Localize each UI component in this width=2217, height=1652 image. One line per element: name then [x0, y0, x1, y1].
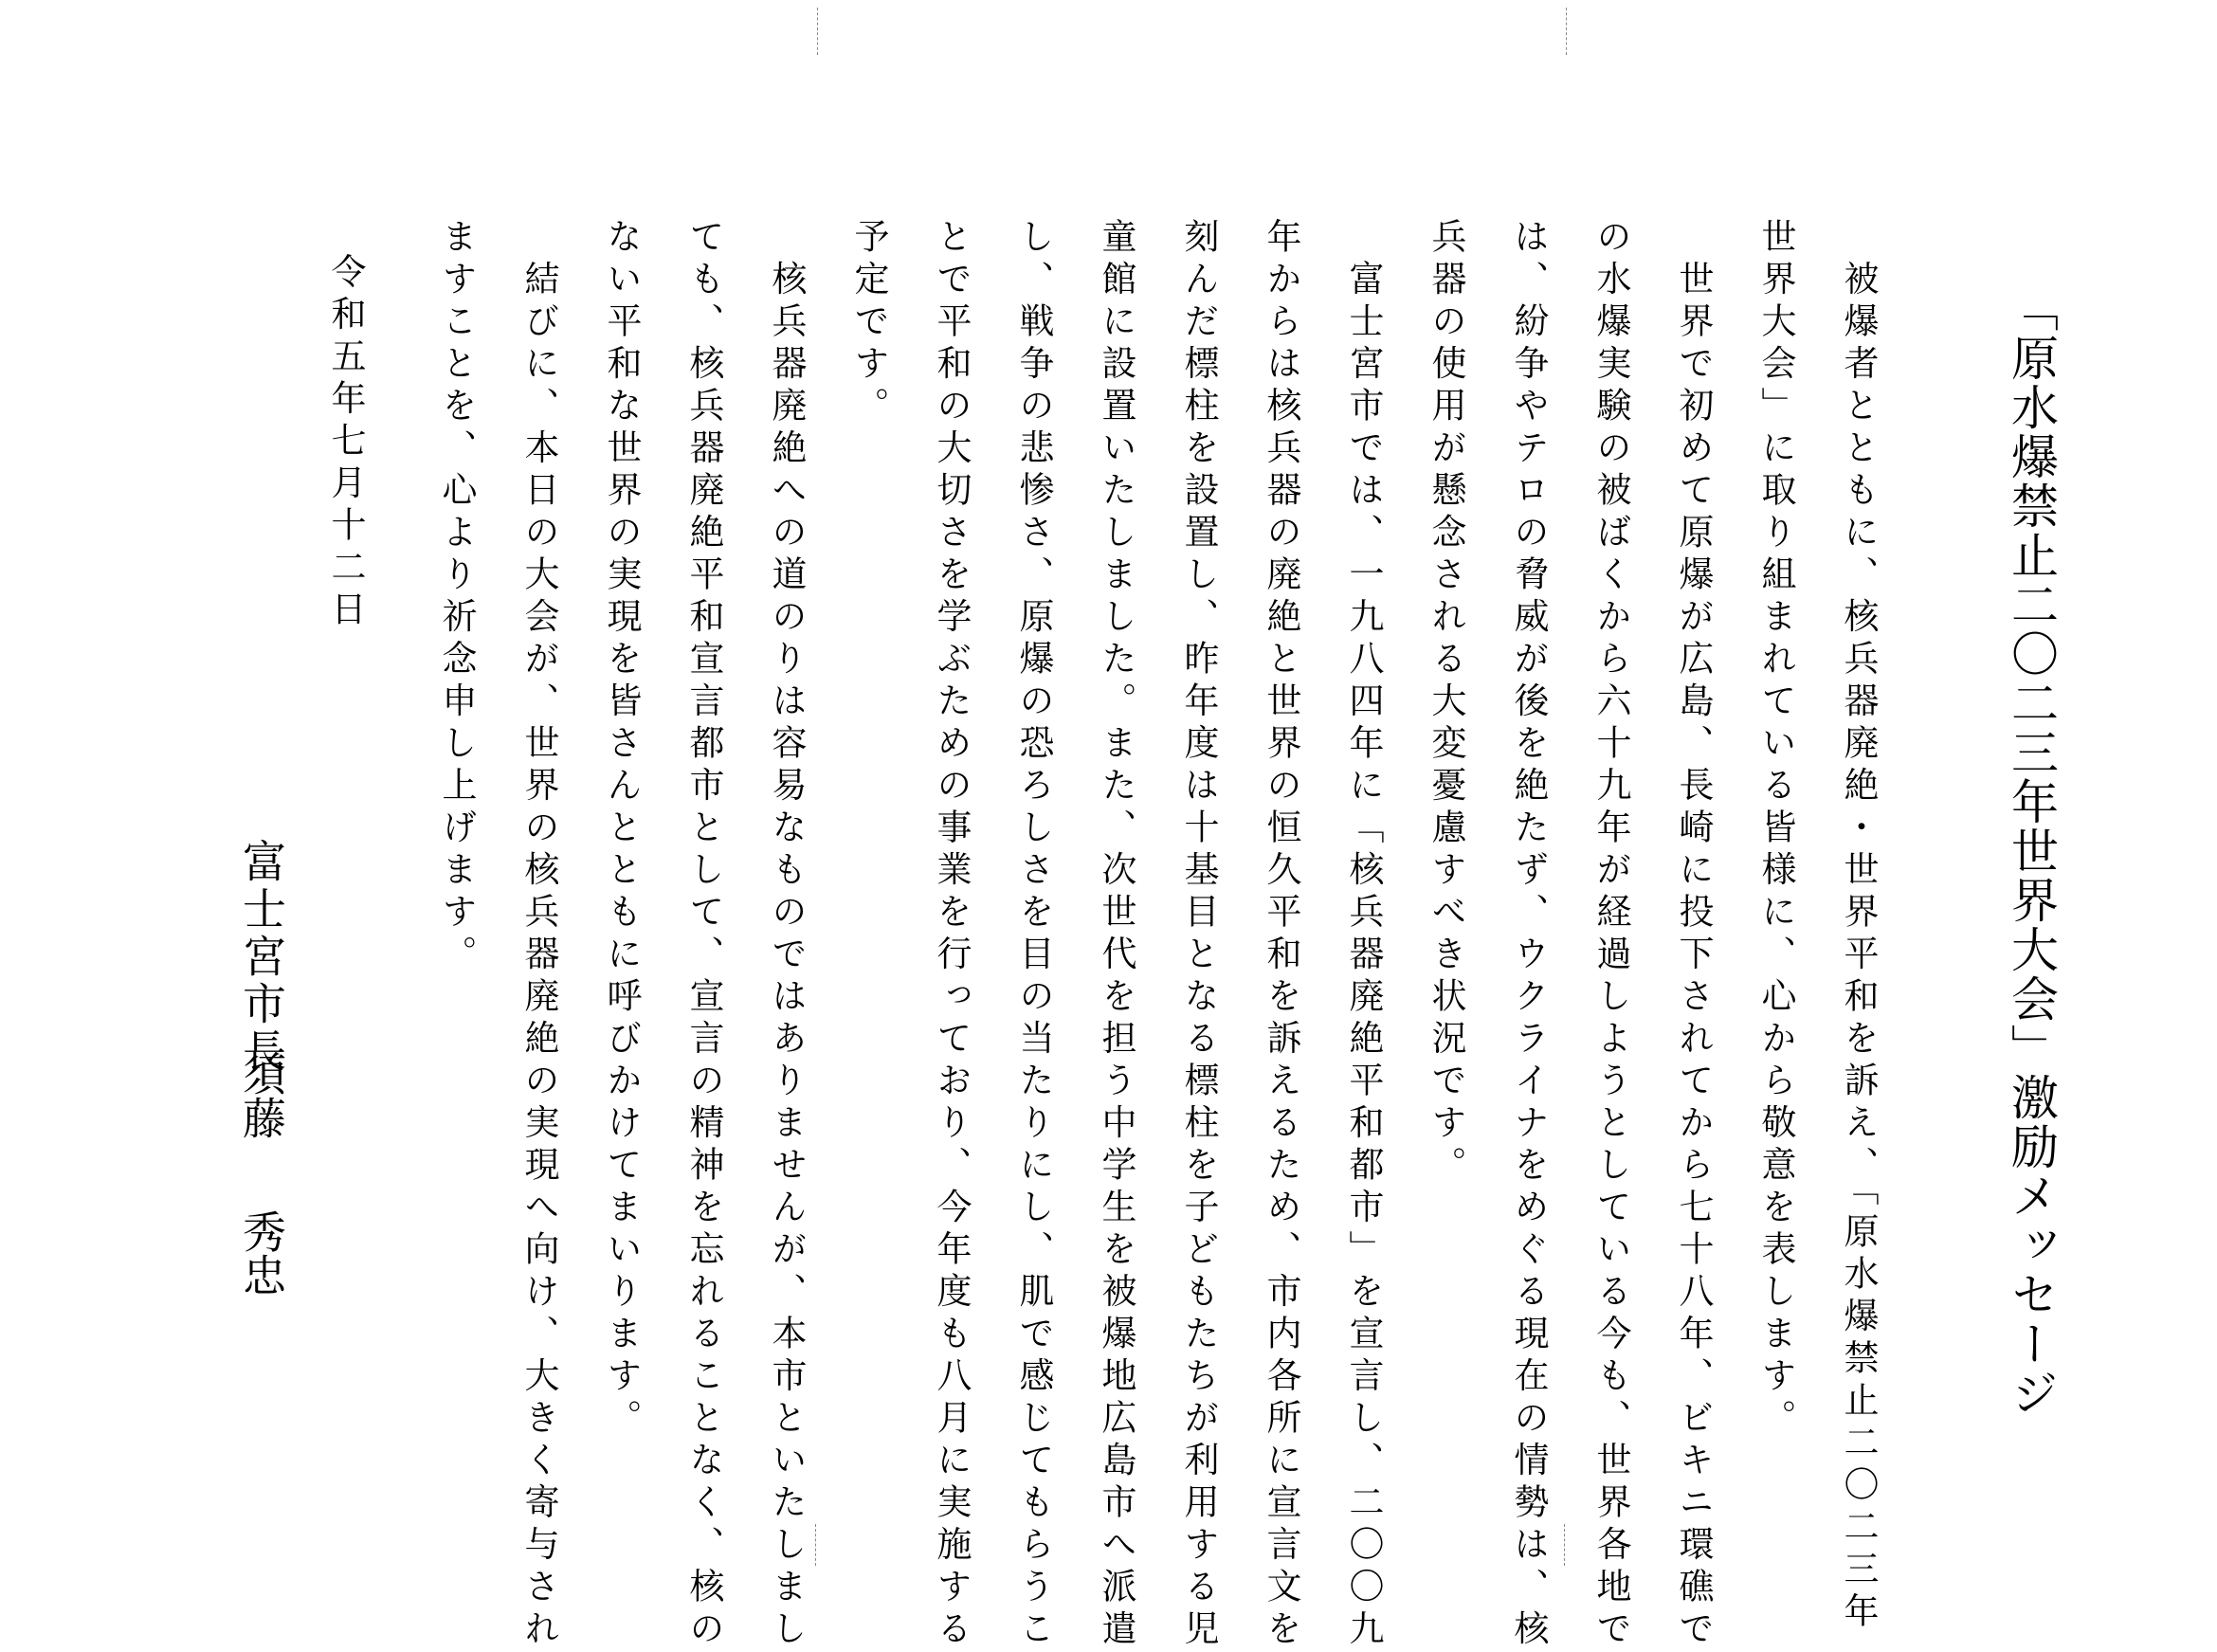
letter-title: 「原水爆禁止二〇二三年世界大会」激励メッセージ [2004, 284, 2059, 1418]
body-line: 童館に設置いたしました。また、次世代を担う中学生を被爆地広島市へ派遣 [1096, 218, 1136, 1652]
body-line: 結びに、本日の大会が、世界の核兵器廃絶の実現へ向け、大きく寄与され [518, 218, 559, 1652]
body-line: 予定です。 [848, 218, 889, 429]
body-line: 兵器の使用が懸念される大変憂慮すべき状況です。 [1426, 218, 1466, 1189]
body-line: し、戦争の悲惨さ、原爆の恐ろしさを目の当たりにし、肌で感じてもらうこ [1013, 218, 1054, 1652]
signature-surname: 須藤 [236, 1052, 287, 1139]
body-line: の水爆実験の被ばくから六十九年が経過しようとしている今も、世界各地で [1590, 218, 1631, 1652]
body-line: 富士宮市では、一九八四年に「核兵器廃絶平和都市」を宣言し、二〇〇九 [1343, 218, 1384, 1652]
body-line: 被爆者とともに、核兵器廃絶・世界平和を訴え、「原水爆禁止二〇二三年 [1838, 218, 1879, 1635]
body-line: 年からは核兵器の廃絶と世界の恒久平和を訴えるため、市内各所に宣言文を [1261, 218, 1301, 1652]
body-line: ますことを、心より祈念申し上げます。 [436, 218, 477, 977]
body-line: は、紛争やテロの脅威が後を絶たず、ウクライナをめぐる現在の情勢は、核 [1508, 218, 1549, 1652]
body-line: 世界で初めて原爆が広島、長崎に投下されてから七十八年、ビキニ環礁で [1673, 218, 1714, 1652]
body-line: 世界大会」に取り組まれている皆様に、心から敬意を表します。 [1755, 218, 1796, 1442]
signature-name [236, 1052, 287, 1297]
body-line: ても、核兵器廃絶平和宣言都市として、宣言の精神を忘れることなく、核の [683, 218, 724, 1652]
signature-office: 富士宮市長 [236, 839, 287, 1076]
body-line: 核兵器廃絶への道のりは容易なものではありませんが、本市といたしまし [766, 218, 807, 1652]
letter-date: 令和五年七月十二日 [325, 253, 366, 633]
body-line: 刻んだ標柱を設置し、昨年度は十基目となる標柱を子どもたちが利用する児 [1178, 218, 1219, 1652]
body-line: ない平和な世界の実現を皆さんとともに呼びかけてまいります。 [601, 218, 642, 1442]
body-line: とで平和の大切さを学ぶための事業を行っており、今年度も八月に実施する [931, 218, 972, 1652]
signature-given-name: 秀忠 [236, 1209, 287, 1297]
